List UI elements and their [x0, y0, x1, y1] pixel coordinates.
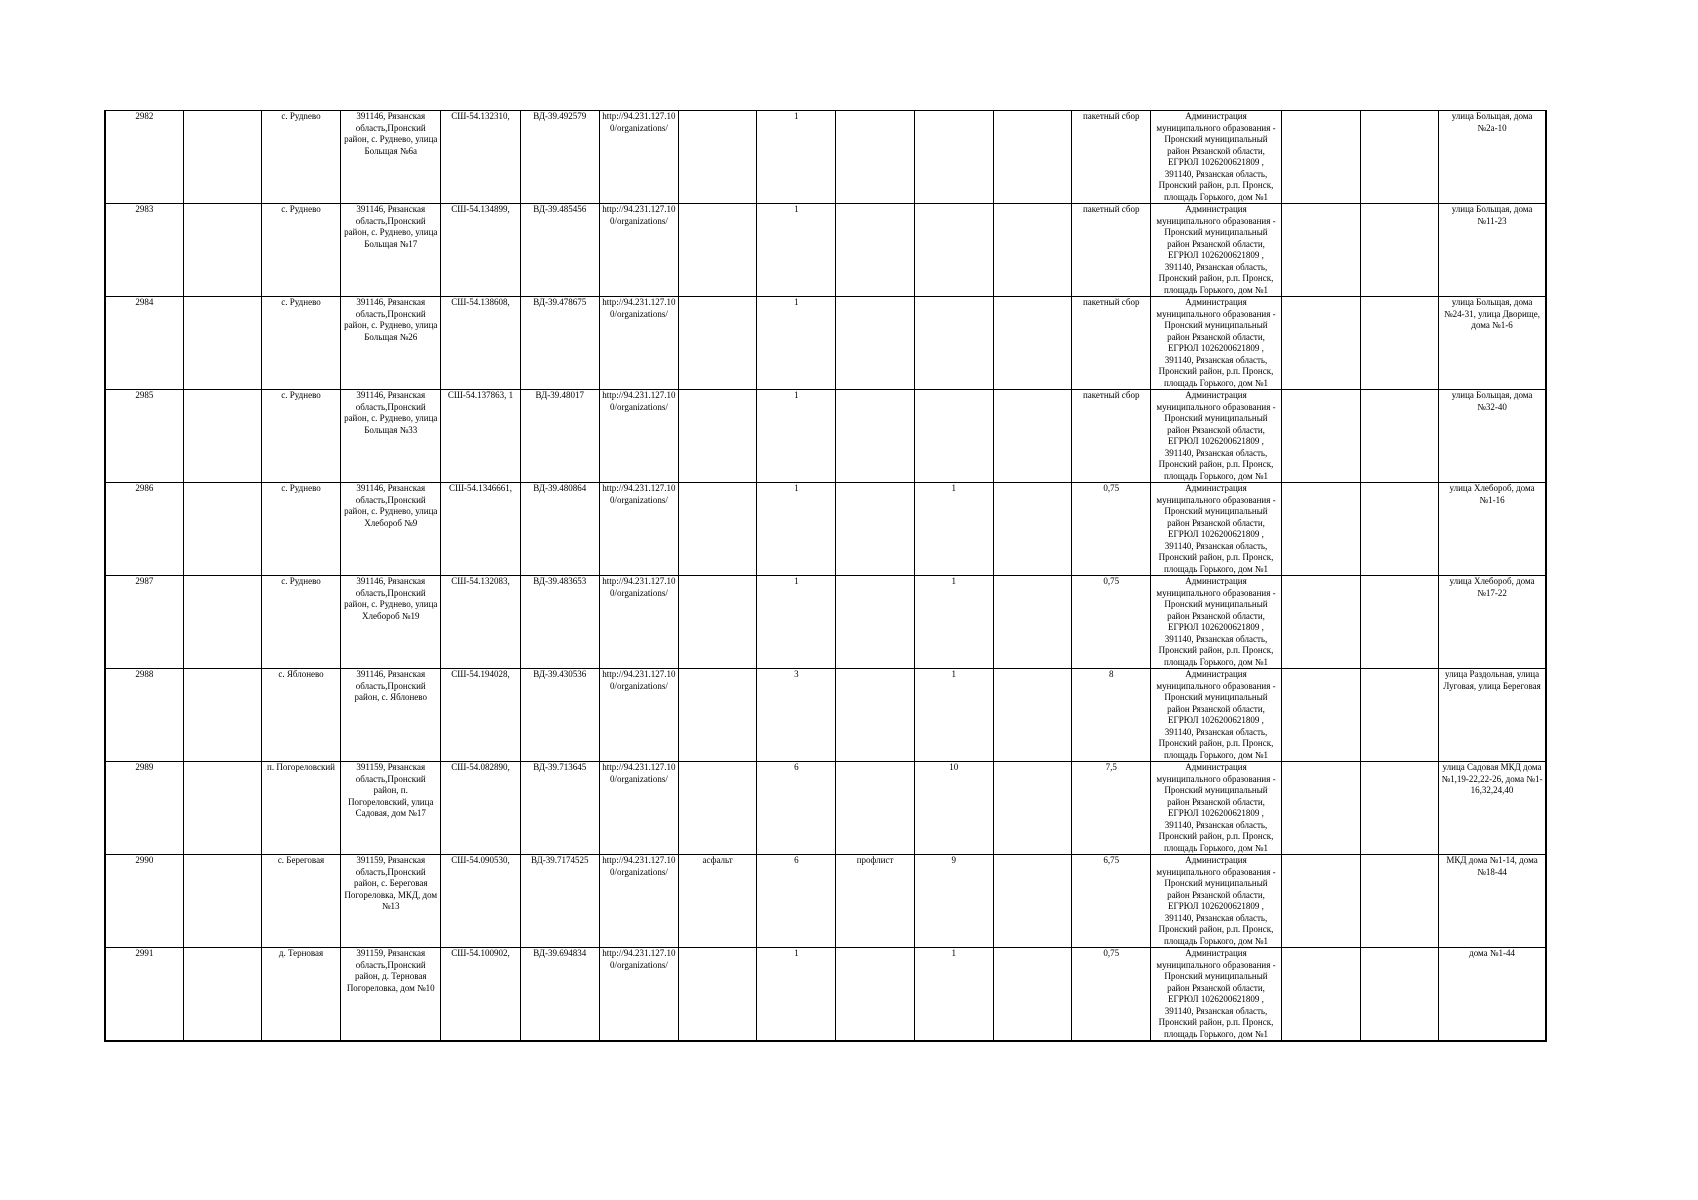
registry-url: http://94.231.127.10 0/organizations/: [599, 948, 678, 1042]
cell-blank-16: [1360, 390, 1438, 483]
cell-blank-15: [1281, 483, 1360, 576]
table-body: [105, 111, 1546, 1042]
fence-material: [836, 669, 914, 762]
row-number: 2984: [105, 297, 183, 390]
operator-organization: Администрация муниципального образования - Пронский муниципальный район Рязанской области, ЕГРЮЛ 1026200621809 , 391140, Рязанская область, Пронский район, р.п. Пронск, площадь Горького, дом №1: [1151, 483, 1281, 576]
cell-blank-16: [1360, 483, 1438, 576]
row-number: 2990: [105, 855, 183, 948]
surface-type: [679, 111, 757, 204]
surface-type: [679, 483, 757, 576]
settlement-name: с. Руднево: [261, 576, 340, 669]
site-address: 391146, Рязанская область,Пронский район, с. Руднево, улица Больщая №6а: [341, 111, 441, 204]
site-address: 391146, Рязанская область,Пронский район, с. Руднево, улица Хлебороб №19: [341, 576, 441, 669]
row-number: 2988: [105, 669, 183, 762]
longitude: ВД-39.492579: [520, 111, 599, 204]
container-volume: 6,75: [1072, 855, 1151, 948]
cell-blank-16: [1360, 855, 1438, 948]
container-volume: 0,75: [1072, 948, 1151, 1042]
settlement-name: с. Яблонево: [261, 669, 340, 762]
cell-blank-16: [1360, 111, 1438, 204]
surface-type: [679, 576, 757, 669]
fence-material: [836, 390, 914, 483]
latitude: СШ-54.1346661,: [441, 483, 520, 576]
settlement-name: с. Руднево: [261, 390, 340, 483]
cell-blank-12: [993, 669, 1071, 762]
registry-url: http://94.231.127.10 0/organizations/: [599, 111, 678, 204]
settlement-name: с. Рудneво: [261, 111, 340, 204]
container-count: 3: [757, 669, 836, 762]
latitude: СШ-54.137863, 1: [441, 390, 520, 483]
container-count: 1: [757, 483, 836, 576]
cell-blank-2: [183, 948, 261, 1042]
surface-type: асфальт: [679, 855, 757, 948]
registry-url: http://94.231.127.10 0/organizations/: [599, 669, 678, 762]
cell-blank-16: [1360, 762, 1438, 855]
longitude: ВД-39.480864: [520, 483, 599, 576]
row-number: 2991: [105, 948, 183, 1042]
served-addresses: улица Садовая МКД дома №1,19-22,22-26, дома №1-16,32,24,40: [1439, 762, 1546, 855]
cell-blank-16: [1360, 669, 1438, 762]
container-count-2: 10: [914, 762, 993, 855]
operator-organization: Администрация муниципального образования - Пронский муниципальный район Рязанской области, ЕГРЮЛ 1026200621809 , 391140, Рязанская область, Пронский район, р.п. Пронск, площадь Горького, дом №1: [1151, 576, 1281, 669]
served-addresses: улица Хлебороб, дома №1-16: [1439, 483, 1546, 576]
settlement-name: с. Руднево: [261, 297, 340, 390]
registry-table: [104, 110, 1547, 1042]
table-row: [105, 948, 1546, 1042]
longitude: ВД-39.430536: [520, 669, 599, 762]
site-address: 391146, Рязанская область,Пронский район, с. Руднево, улица Больщая №26: [341, 297, 441, 390]
cell-blank-12: [993, 390, 1071, 483]
container-volume: 7,5: [1072, 762, 1151, 855]
operator-organization: Администрация муниципального образования - Пронский муниципальный район Рязанской области, ЕГРЮЛ 1026200621809 , 391140, Рязанская область, Пронский район, р.п. Пронск, площадь Горького, дом №1: [1151, 297, 1281, 390]
latitude: СШ-54.132310,: [441, 111, 520, 204]
cell-blank-15: [1281, 855, 1360, 948]
container-volume: пакетный сбор: [1072, 204, 1151, 297]
cell-blank-2: [183, 576, 261, 669]
cell-blank-16: [1360, 948, 1438, 1042]
container-count-2: 1: [914, 948, 993, 1042]
cell-blank-15: [1281, 297, 1360, 390]
cell-blank-12: [993, 762, 1071, 855]
fence-material: [836, 111, 914, 204]
table-row: [105, 390, 1546, 483]
container-count: 1: [757, 390, 836, 483]
table-row: [105, 204, 1546, 297]
longitude: ВД-39.694834: [520, 948, 599, 1042]
cell-blank-15: [1281, 390, 1360, 483]
site-address: 391146, Рязанская область,Пронский район, с. Руднево, улица Больщая №33: [341, 390, 441, 483]
longitude: ВД-39.48017: [520, 390, 599, 483]
site-address: 391159, Рязанская область,Пронский район, д. Терновая Погореловка, дом №10: [341, 948, 441, 1042]
site-address: 391146, Рязанская область,Пронский район, с. Руднево, улица Больщая №17: [341, 204, 441, 297]
served-addresses: улица Больщая, дома №32-40: [1439, 390, 1546, 483]
site-address: 391159, Рязанская область,Пронский район, с. Береговая Погореловка, МКД, дом №13: [341, 855, 441, 948]
served-addresses: улица Раздольная, улица Луговая, улица Береговая: [1439, 669, 1546, 762]
registry-url: http://94.231.127.10 0/organizations/: [599, 576, 678, 669]
registry-url: http://94.231.127.10 0/organizations/: [599, 297, 678, 390]
table-row: [105, 762, 1546, 855]
operator-organization: Администрация муниципального образования - Пронский муниципальный район Рязанской области, ЕГРЮЛ 1026200621809 , 391140, Рязанская область, Пронский район, р.п. Пронск, площадь Горького, дом №1: [1151, 762, 1281, 855]
cell-blank-16: [1360, 297, 1438, 390]
longitude: ВД-39.483653: [520, 576, 599, 669]
latitude: СШ-54.194028,: [441, 669, 520, 762]
longitude: ВД-39.485456: [520, 204, 599, 297]
container-count: 1: [757, 204, 836, 297]
cell-blank-12: [993, 297, 1071, 390]
container-count-2: [914, 111, 993, 204]
settlement-name: с. Руднево: [261, 483, 340, 576]
served-addresses: МКД дома №1-14, дома №18-44: [1439, 855, 1546, 948]
table-row: [105, 483, 1546, 576]
row-number: 2989: [105, 762, 183, 855]
served-addresses: улица Больщая, дома №2а-10: [1439, 111, 1546, 204]
container-count-2: [914, 297, 993, 390]
container-count-2: 1: [914, 483, 993, 576]
container-count-2: 9: [914, 855, 993, 948]
surface-type: [679, 297, 757, 390]
container-volume: 0,75: [1072, 576, 1151, 669]
cell-blank-15: [1281, 576, 1360, 669]
surface-type: [679, 948, 757, 1042]
row-number: 2986: [105, 483, 183, 576]
operator-organization: Администрация муниципального образования - Пронский муниципальный район Рязанской области, ЕГРЮЛ 1026200621809 , 391140, Рязанская область, Пронский район, р.п. Пронск, площадь Горького, дом №1: [1151, 204, 1281, 297]
operator-organization: Администрация муниципального образования - Пронский муниципальный район Рязанской области, ЕГРЮЛ 1026200621809 , 391140, Рязанская область, Пронский район, р.п. Пронск, площадь Горького, дом №1: [1151, 111, 1281, 204]
fence-material: [836, 576, 914, 669]
container-count: 1: [757, 297, 836, 390]
table-row: [105, 576, 1546, 669]
latitude: СШ-54.132083,: [441, 576, 520, 669]
cell-blank-2: [183, 111, 261, 204]
longitude: ВД-39.7174525: [520, 855, 599, 948]
cell-blank-12: [993, 576, 1071, 669]
latitude: СШ-54.082890,: [441, 762, 520, 855]
registry-url: http://94.231.127.10 0/organizations/: [599, 390, 678, 483]
site-address: 391159, Рязанская область,Пронский район, п. Погореловский, улица Садовая, дом №17: [341, 762, 441, 855]
surface-type: [679, 204, 757, 297]
cell-blank-15: [1281, 669, 1360, 762]
table-row: [105, 111, 1546, 204]
cell-blank-12: [993, 204, 1071, 297]
container-count-2: [914, 204, 993, 297]
fence-material: [836, 948, 914, 1042]
longitude: ВД-39.478675: [520, 297, 599, 390]
settlement-name: д. Терновая: [261, 948, 340, 1042]
registry-url: http://94.231.127.10 0/organizations/: [599, 483, 678, 576]
fence-material: [836, 762, 914, 855]
container-count-2: 1: [914, 576, 993, 669]
cell-blank-2: [183, 204, 261, 297]
operator-organization: Администрация муниципального образования - Пронский муниципальный район Рязанской области, ЕГРЮЛ 1026200621809 , 391140, Рязанская область, Пронский район, р.п. Пронск, площадь Горького, дом №1: [1151, 948, 1281, 1042]
cell-blank-15: [1281, 948, 1360, 1042]
fence-material: [836, 297, 914, 390]
container-count: 6: [757, 855, 836, 948]
cell-blank-2: [183, 483, 261, 576]
table-row: [105, 855, 1546, 948]
registry-url: http://94.231.127.10 0/organizations/: [599, 855, 678, 948]
cell-blank-15: [1281, 204, 1360, 297]
cell-blank-16: [1360, 204, 1438, 297]
registry-url: http://94.231.127.10 0/organizations/: [599, 762, 678, 855]
row-number: 2987: [105, 576, 183, 669]
longitude: ВД-39.713645: [520, 762, 599, 855]
cell-blank-12: [993, 948, 1071, 1042]
cell-blank-12: [993, 855, 1071, 948]
served-addresses: улица Больщая, дома №11-23: [1439, 204, 1546, 297]
latitude: СШ-54.100902,: [441, 948, 520, 1042]
container-volume: 8: [1072, 669, 1151, 762]
surface-type: [679, 669, 757, 762]
latitude: СШ-54.090530,: [441, 855, 520, 948]
site-address: 391146, Рязанская область,Пронский район, с. Яблонево: [341, 669, 441, 762]
site-address: 391146, Рязанская область,Пронский район, с. Руднево, улица Хлебороб №9: [341, 483, 441, 576]
container-count: 1: [757, 948, 836, 1042]
cell-blank-2: [183, 669, 261, 762]
registry-url: http://94.231.127.10 0/organizations/: [599, 204, 678, 297]
fence-material: [836, 204, 914, 297]
row-number: 2982: [105, 111, 183, 204]
container-count: 1: [757, 576, 836, 669]
served-addresses: дома №1-44: [1439, 948, 1546, 1042]
table-row: [105, 669, 1546, 762]
cell-blank-2: [183, 390, 261, 483]
cell-blank-2: [183, 762, 261, 855]
table-row: [105, 297, 1546, 390]
cell-blank-2: [183, 297, 261, 390]
container-count: 1: [757, 111, 836, 204]
cell-blank-12: [993, 111, 1071, 204]
settlement-name: с. Руднево: [261, 204, 340, 297]
container-volume: пакетный сбор: [1072, 297, 1151, 390]
row-number: 2985: [105, 390, 183, 483]
fence-material: профлист: [836, 855, 914, 948]
operator-organization: Администрация муниципального образования - Пронский муниципальный район Рязанской области, ЕГРЮЛ 1026200621809 , 391140, Рязанская область, Пронский район, р.п. Пронск, площадь Горького, дом №1: [1151, 390, 1281, 483]
row-number: 2983: [105, 204, 183, 297]
container-count: 6: [757, 762, 836, 855]
operator-organization: Администрация муниципального образования - Пронский муниципальный район Рязанской области, ЕГРЮЛ 1026200621809 , 391140, Рязанская область, Пронский район, р.п. Пронск, площадь Горького, дом №1: [1151, 855, 1281, 948]
surface-type: [679, 390, 757, 483]
operator-organization: Администрация муниципального образования - Пронский муниципальный район Рязанской области, ЕГРЮЛ 1026200621809 , 391140, Рязанская область, Пронский район, р.п. Пронск, площадь Горького, дом №1: [1151, 669, 1281, 762]
settlement-name: с. Береговая: [261, 855, 340, 948]
container-volume: 0,75: [1072, 483, 1151, 576]
cell-blank-16: [1360, 576, 1438, 669]
container-volume: пакетный сбор: [1072, 390, 1151, 483]
latitude: СШ-54.134899,: [441, 204, 520, 297]
surface-type: [679, 762, 757, 855]
cell-blank-12: [993, 483, 1071, 576]
latitude: СШ-54.138608,: [441, 297, 520, 390]
container-volume: пакетный сбор: [1072, 111, 1151, 204]
served-addresses: улица Больщая, дома №24-31, улица Дворище, дома №1-6: [1439, 297, 1546, 390]
served-addresses: улица Хлебороб, дома №17-22: [1439, 576, 1546, 669]
cell-blank-15: [1281, 111, 1360, 204]
container-count-2: 1: [914, 669, 993, 762]
container-count-2: [914, 390, 993, 483]
fence-material: [836, 483, 914, 576]
cell-blank-2: [183, 855, 261, 948]
cell-blank-15: [1281, 762, 1360, 855]
settlement-name: п. Погореловский: [261, 762, 340, 855]
